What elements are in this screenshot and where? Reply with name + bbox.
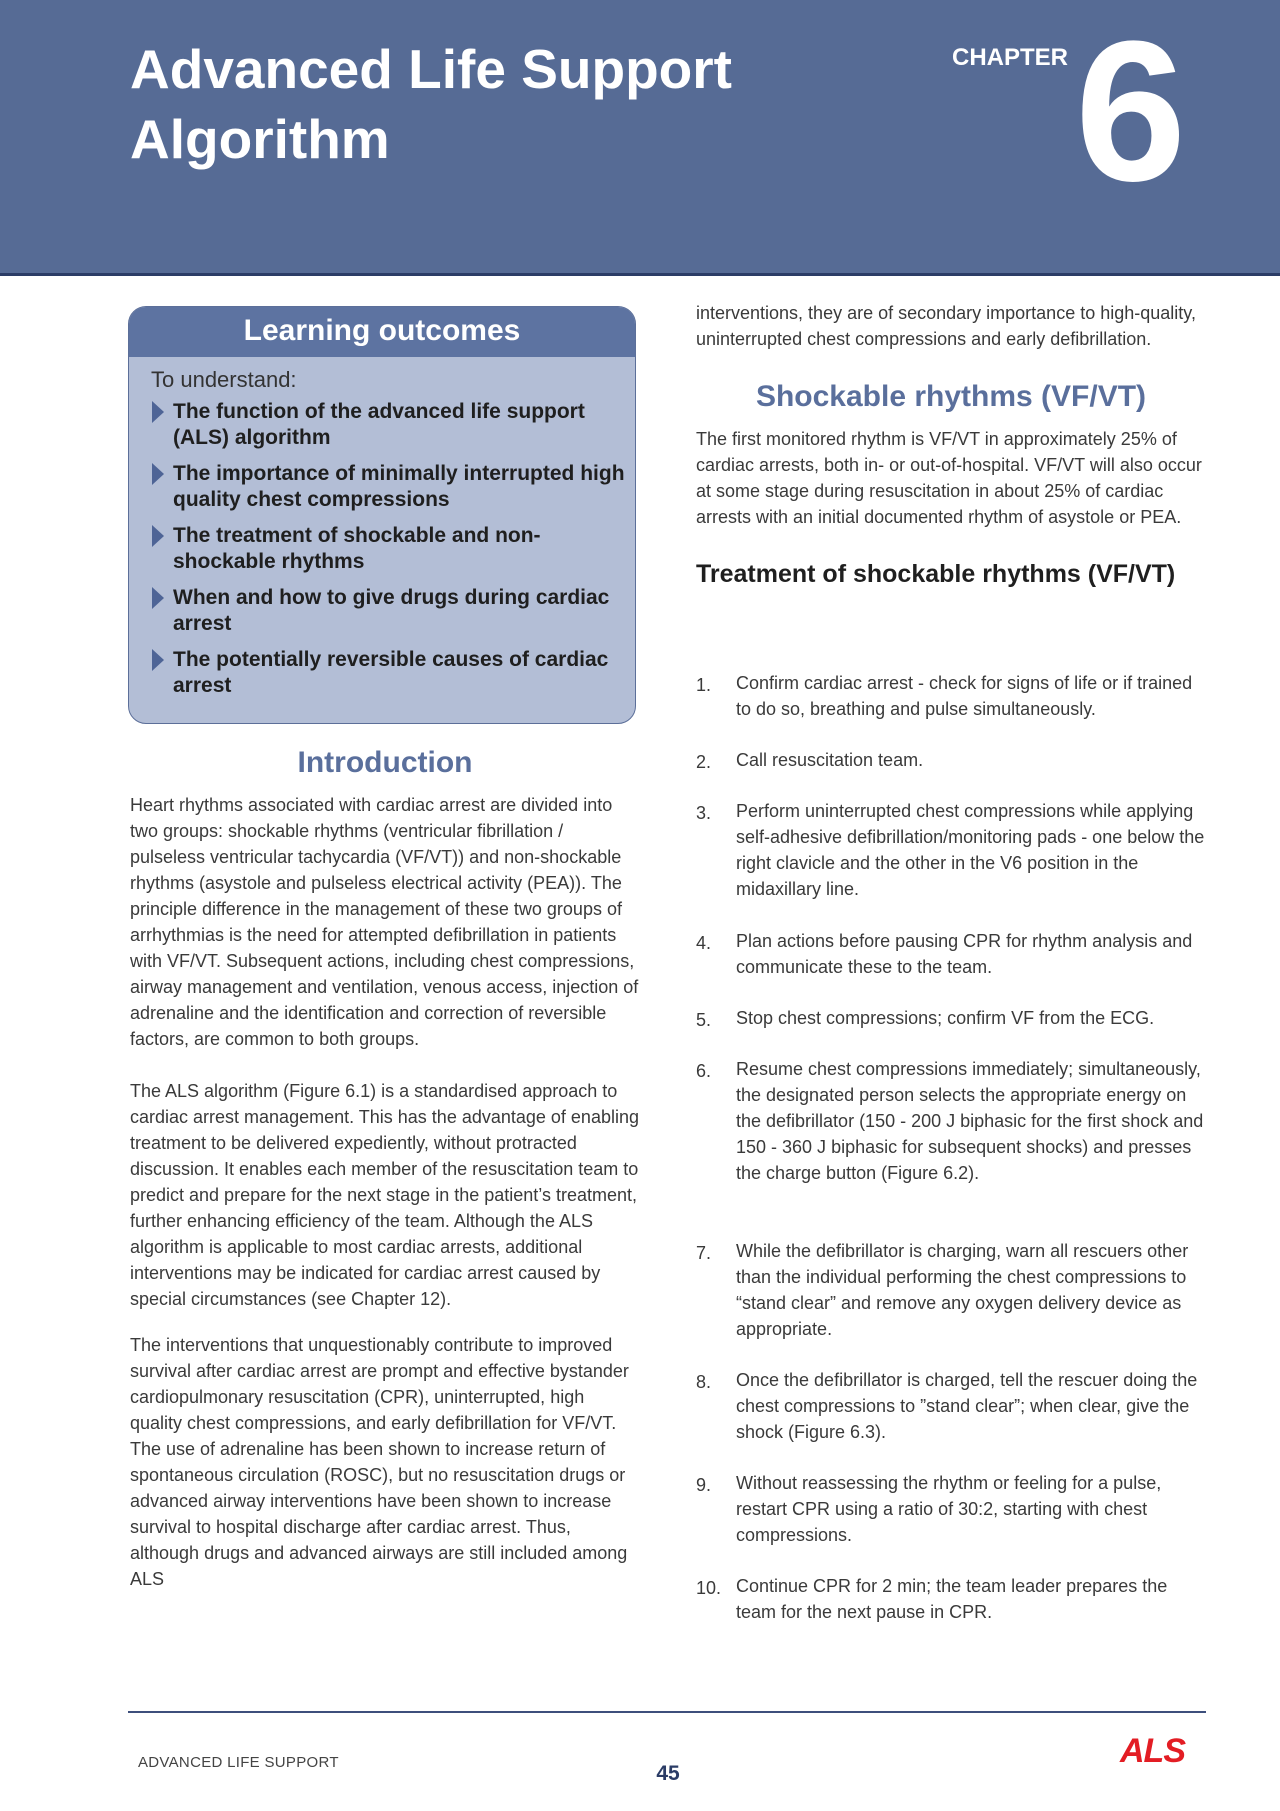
step-number: 9.: [696, 1475, 712, 1495]
list-item: [696, 1056, 1206, 1186]
introduction-paragraph-1: Heart rhythms associated with cardiac arrest are divided into two groups: shockable rhythms (ventricular fibrillation / pulseless ventricular tachycardia (VF/VT)) and non-shockable rhythms (asystole and pulseless electrical activity (PEA)). The principle difference in the management of these two groups of arrhythmias is the need for attempted defibrillation in patients with VF/VT. Subsequent actions, including chest compressions, airway management and ventilation, venous access, injection of adrenaline and the identification and correction of reversible factors, are common to both groups.: [130, 795, 639, 1049]
step-text: Continue CPR for 2 min; the team leader prepares the team for the next pause in CPR.: [736, 1576, 1168, 1622]
learning-outcome-text: When and how to give drugs during cardiac arrest: [173, 586, 610, 635]
step-text: Without reassessing the rhythm or feeling for a pulse, restart CPR using a ratio of 30:2, starting with chest compressions.: [736, 1473, 1162, 1545]
step-number: 10.: [696, 1578, 722, 1598]
chapter-title-line2: Algorithm: [130, 108, 390, 170]
footer-publication-name: ADVANCED LIFE SUPPORT: [138, 1754, 339, 1771]
triangle-bullet-icon: [152, 463, 164, 485]
step-number: 4.: [696, 933, 712, 953]
step-number: 8.: [696, 1372, 712, 1392]
shockable-heading: Shockable rhythms (VF/VT): [755, 380, 1147, 413]
right-column: [696, 300, 1206, 589]
chapter-number: 6: [1075, 0, 1187, 223]
list-item: [696, 798, 1206, 902]
shockable-paragraph: The first monitored rhythm is VF/VT in approximately 25% of cardiac arrests, both in- or out-of-hospital. VF/VT will also occur at some stage during resuscitation in about 25% of cardiac arrests with an initial documented rhythm of asystole or PEA.: [696, 429, 1202, 527]
introduction-heading: Introduction: [297, 746, 473, 779]
page-number: 45: [656, 1762, 680, 1785]
list-item: [696, 1005, 1206, 1031]
learning-outcome-text: The importance of minimally interrupted high quality chest compressions: [173, 462, 625, 511]
learning-outcomes-box: [128, 306, 636, 724]
step-number: 5.: [696, 1010, 712, 1030]
learning-outcome-item: [151, 585, 635, 637]
als-logo: ALS: [1120, 1732, 1185, 1770]
list-item: [696, 1367, 1206, 1445]
triangle-bullet-icon: [152, 649, 164, 671]
introduction-paragraph-2: The ALS algorithm (Figure 6.1) is a standardised approach to cardiac arrest management. This has the advantage of enabling treatment to be delivered expediently, without protracted discussion. It enables each member of the resuscitation team to predict and prepare for the next stage in the patient’s treatment, further enhancing efficiency of the team. Although the ALS algorithm is applicable to most cardiac arrests, additional interventions may be indicated for cardiac arrest caused by special circumstances (see Chapter 12).: [130, 1081, 639, 1309]
step-text: Perform uninterrupted chest compressions while applying self-adhesive defibrillation/monitoring pads - one below the right clavicle and the other in the V6 position in the midaxillary line.: [736, 801, 1205, 899]
step-text: Stop chest compressions; confirm VF from the ECG.: [736, 1008, 1155, 1028]
list-item: [696, 1238, 1206, 1342]
step-text: While the defibrillator is charging, warn all rescuers other than the individual performing the chest compressions to “stand clear” and remove any oxygen delivery device as appropriate.: [736, 1241, 1189, 1339]
chapter-title-line1: Advanced Life Support: [130, 38, 732, 100]
step-text: Once the defibrillator is charged, tell the rescuer doing the chest compressions to ”stand clear”; when clear, give the shock (Figure 6.3).: [736, 1370, 1198, 1442]
learning-outcome-item: [151, 647, 635, 699]
triangle-bullet-icon: [152, 525, 164, 547]
step-number: 2.: [696, 752, 712, 772]
list-item: [696, 747, 1206, 773]
list-item: [696, 1573, 1206, 1625]
learning-outcomes-list: [129, 399, 635, 699]
step-number: 6.: [696, 1061, 712, 1081]
chapter-title: [130, 34, 830, 174]
introduction-continuation: interventions, they are of secondary importance to high-quality, uninterrupted chest compressions and early defibrillation.: [696, 303, 1196, 349]
step-number: 3.: [696, 803, 712, 823]
learning-outcome-text: The treatment of shockable and non-shockable rhythms: [173, 524, 541, 573]
footer-divider: [128, 1711, 1206, 1713]
chapter-label: CHAPTER: [952, 44, 1069, 71]
step-number: 7.: [696, 1243, 712, 1263]
list-item: [696, 670, 1206, 722]
list-item: [696, 1470, 1206, 1548]
learning-outcome-item: [151, 399, 635, 451]
learning-outcomes-heading: Learning outcomes: [129, 307, 635, 357]
introduction-paragraph-3: The interventions that unquestionably contribute to improved survival after cardiac arrest are prompt and effective bystander cardiopulmonary resuscitation (CPR), uninterrupted, high quality chest compressions, and early defibrillation for VF/VT. The use of adrenaline has been shown to increase return of spontaneous circulation (ROSC), but no resuscitation drugs or advanced airway interventions have been shown to increase survival to hospital discharge after cardiac arrest. Thus, although drugs and advanced airways are still included among ALS: [130, 1335, 629, 1589]
treatment-heading: Treatment of shockable rhythms (VF/VT): [696, 560, 1176, 588]
triangle-bullet-icon: [152, 587, 164, 609]
triangle-bullet-icon: [152, 401, 164, 423]
step-number: 1.: [696, 675, 712, 695]
step-text: Resume chest compressions immediately; simultaneously, the designated person selects the appropriate energy on the defibrillator (150 - 200 J biphasic for the first shock and 150 - 360 J biphasic for subsequent shocks) and presses the charge button (Figure 6.2).: [736, 1059, 1204, 1183]
step-text: Call resuscitation team.: [736, 750, 924, 770]
learning-outcome-text: The function of the advanced life support (ALS) algorithm: [173, 400, 585, 449]
step-text: Confirm cardiac arrest - check for signs of life or if trained to do so, breathing and pulse simultaneously.: [736, 673, 1193, 719]
chapter-header: [0, 0, 1280, 276]
list-item: [696, 928, 1206, 980]
left-column: [130, 746, 640, 1592]
learning-outcome-text: The potentially reversible causes of cardiac arrest: [173, 648, 609, 697]
step-text: Plan actions before pausing CPR for rhythm analysis and communicate these to the team.: [736, 931, 1193, 977]
learning-outcomes-intro: To understand:: [151, 367, 297, 392]
learning-outcome-item: [151, 523, 635, 575]
learning-outcome-item: [151, 461, 635, 513]
